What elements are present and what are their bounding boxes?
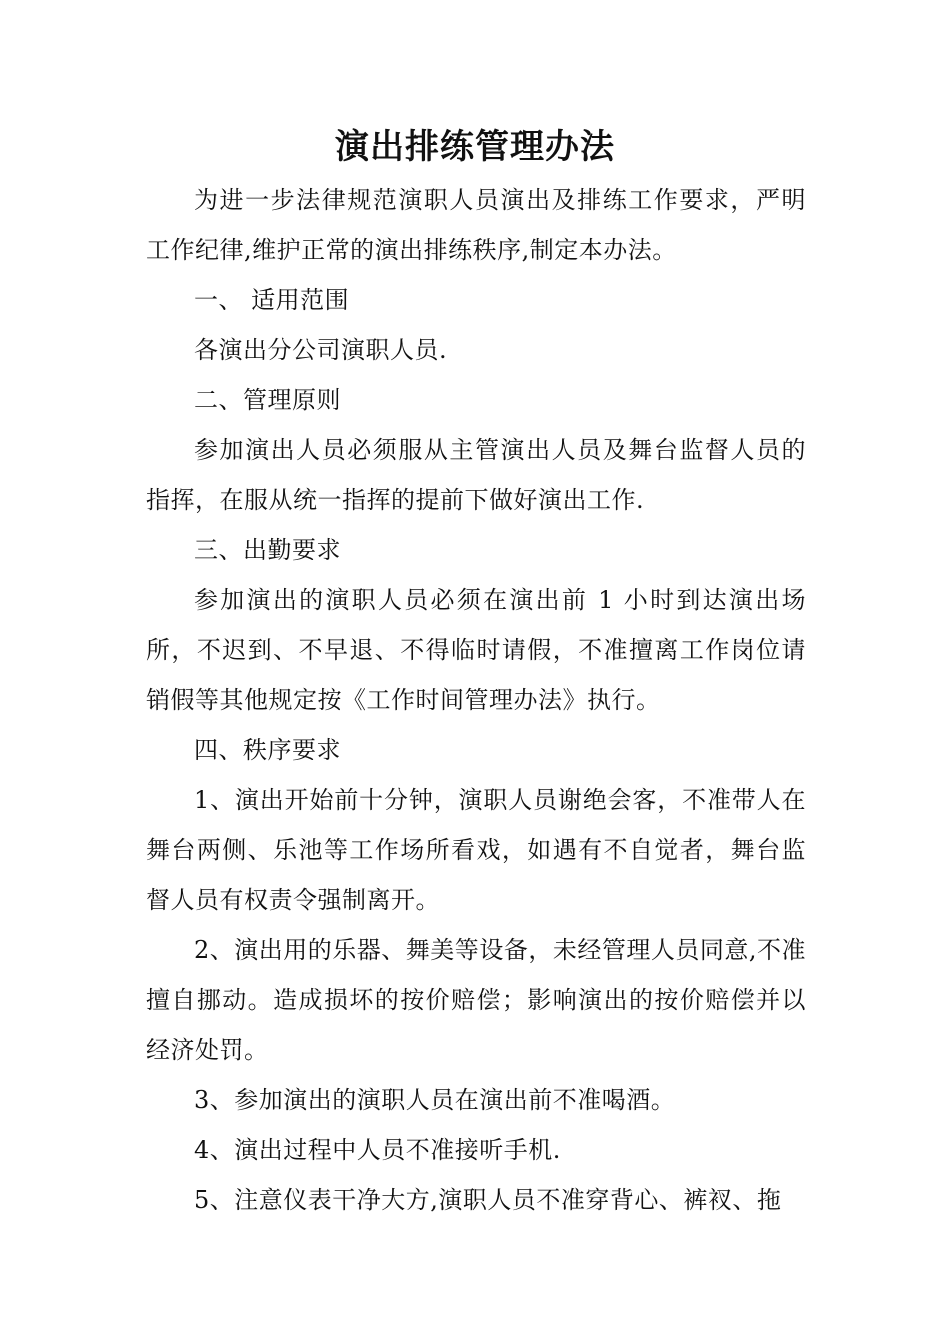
- attendance-paragraph: 参加演出的演职人员必须在演出前 1 小时到达演出场所，不迟到、不早退、不得临时请假，不准擅离工作岗位请销假等其他规定按《工作时间管理办法》执行。: [146, 586, 806, 714]
- section-heading-order: 四、秩序要求: [194, 736, 341, 764]
- order-item-4: 4、演出过程中人员不准接听手机.: [194, 1136, 561, 1164]
- document-body: [146, 175, 806, 1225]
- document-title: 演出排练管理办法: [335, 127, 615, 167]
- order-item-3: 3、参加演出的演职人员在演出前不准喝酒。: [194, 1086, 676, 1114]
- section-heading-attendance: 三、出勤要求: [194, 536, 341, 564]
- order-item-2: 2、演出用的乐器、舞美等设备，未经管理人员同意,不准擅自挪动。造成损坏的按价赔偿；影响演出的按价赔偿并以经济处罚。: [146, 936, 806, 1064]
- scope-paragraph: 各演出分公司演职人员.: [194, 336, 448, 364]
- order-item-5: 5、注意仪表干净大方,演职人员不准穿背心、裤衩、拖: [194, 1186, 782, 1214]
- principles-paragraph: 参加演出人员必须服从主管演出人员及舞台监督人员的指挥，在服从统一指挥的提前下做好演出工作.: [146, 436, 806, 514]
- section-heading-principles: 二、管理原则: [194, 386, 341, 414]
- order-item-1: 1、演出开始前十分钟，演职人员谢绝会客，不准带人在舞台两侧、乐池等工作场所看戏，如遇有不自觉者，舞台监督人员有权责令强制离开。: [146, 786, 806, 914]
- section-heading-scope: 一、 适用范围: [194, 286, 350, 314]
- intro-paragraph: 为进一步法律规范演职人员演出及排练工作要求，严明工作纪律,维护正常的演出排练秩序,制定本办法。: [146, 186, 806, 264]
